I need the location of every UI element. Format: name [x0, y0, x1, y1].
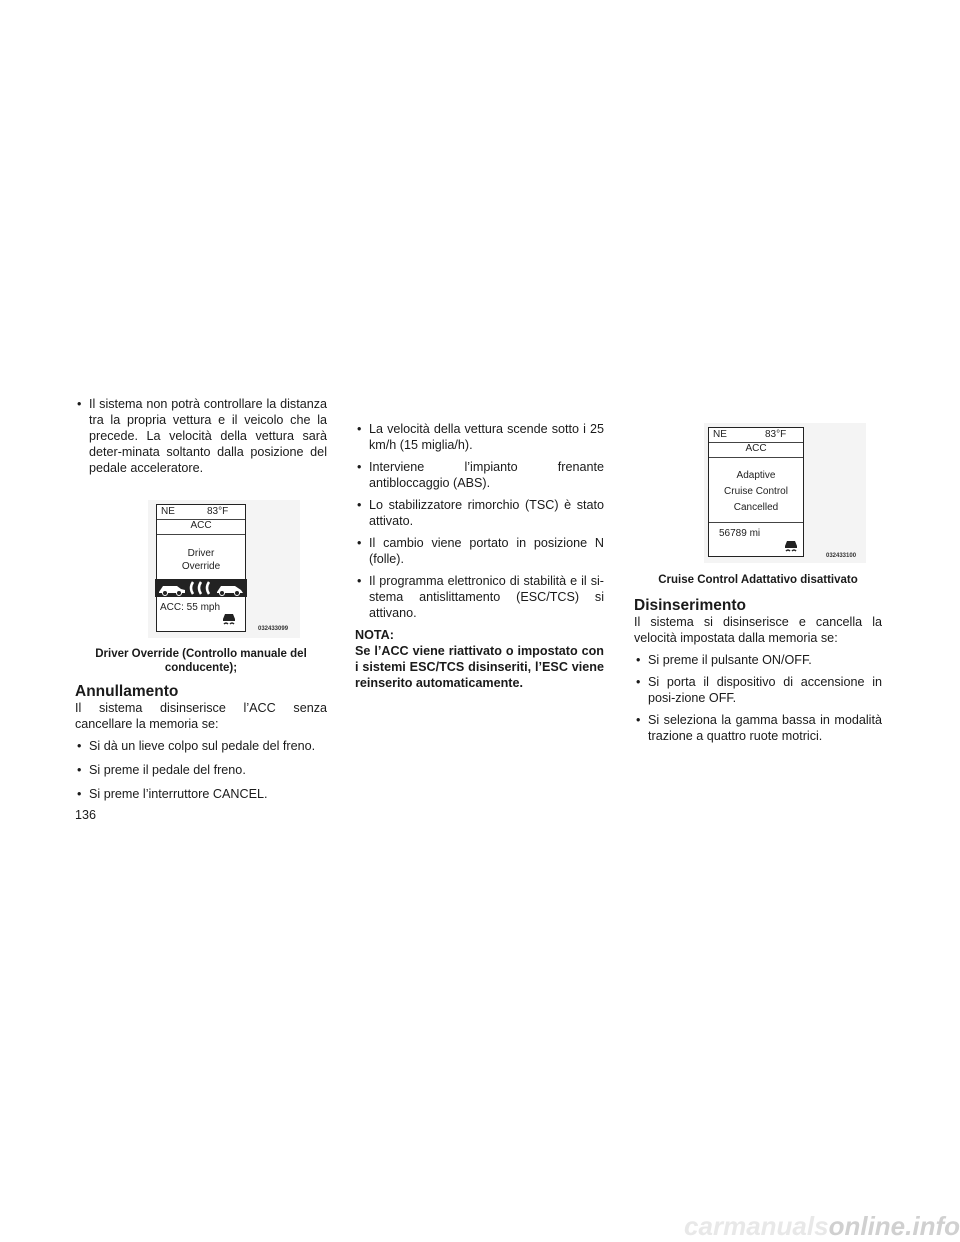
figure-code: 032433099	[258, 626, 289, 632]
list-item: • Lo stabilizzatore rimorchio (TSC) è stato attivato.	[355, 497, 604, 529]
odometer: 56789 mi	[719, 528, 761, 539]
figure-driver-override	[148, 500, 300, 638]
list-item: • Si preme l’interruttore CANCEL.	[75, 786, 327, 802]
list-item: • Si dà un lieve colpo sul pedale del freno.	[75, 738, 327, 754]
note-text: Se l’ACC viene riattivato o impostato con i sistemi ESC/TCS disinseriti, l’ESC viene reinserito automaticamente.	[355, 644, 604, 690]
message: Driver Override	[181, 548, 221, 572]
compass-dir: NE	[713, 429, 727, 440]
acc-speed: ACC: 55 mph	[160, 602, 221, 613]
vehicle-distance-icon	[155, 577, 247, 599]
note-label: NOTA:	[355, 628, 394, 642]
left-column-section	[75, 683, 327, 808]
section-intro: Il sistema disinserisce l’ACC senza cancellare la memoria se:	[75, 701, 327, 731]
esc-icon	[221, 611, 237, 627]
heading-disinserimento: Disinserimento	[634, 597, 746, 614]
figure-acc-cancelled	[704, 423, 866, 563]
list-item: • Il sistema non potrà controllare la distanza tra la propria vettura e il veicolo che la precede. La velocità della vettura sarà deter-minata soltanto dalla posizione del pedale acceleratore.	[75, 396, 327, 476]
watermark: carmanualsonline.info	[684, 1211, 960, 1241]
message: Adaptive Cruise Control Cancelled	[724, 470, 788, 513]
page-number: 136	[75, 808, 97, 822]
left-column	[75, 396, 327, 482]
caption-driver-override: Driver Override (Controllo manuale del conducente);	[95, 648, 307, 674]
list-item: • Il cambio viene portato in posizione N (folle).	[355, 535, 604, 567]
temperature: 83°F	[207, 506, 229, 517]
right-column-section	[634, 597, 882, 750]
temperature: 83°F	[765, 429, 787, 440]
display-screen	[708, 427, 804, 557]
heading-annullamento: Annullamento	[75, 683, 179, 700]
mode-label: ACC	[745, 443, 767, 454]
display-screen	[156, 504, 246, 632]
mode-label: ACC	[190, 520, 212, 531]
middle-column	[355, 421, 604, 697]
list-item: • Si porta il dispositivo di accensione in posi-zione OFF.	[634, 674, 882, 706]
list-item: • Si preme il pulsante ON/OFF.	[634, 652, 882, 668]
list-item: • Si seleziona la gamma bassa in modalità trazione a quattro ruote motrici.	[634, 712, 882, 744]
caption-acc-cancelled: Cruise Control Adattativo disattivato	[658, 574, 858, 586]
list-item: • Il programma elettronico di stabilità e il si-stema antislittamento (ESC/TCS) si attivano.	[355, 573, 604, 621]
esc-icon	[783, 538, 799, 554]
list-item: • La velocità della vettura scende sotto i 25 km/h (15 miglia/h).	[355, 421, 604, 453]
figure-code: 032433100	[826, 553, 857, 559]
list-item: • Interviene l’impianto frenante antibloccaggio (ABS).	[355, 459, 604, 491]
compass-dir: NE	[161, 506, 175, 517]
list-item: • Si preme il pedale del freno.	[75, 762, 327, 778]
section-intro: Il sistema si disinserisce e cancella la velocità impostata dalla memoria se:	[634, 615, 882, 645]
